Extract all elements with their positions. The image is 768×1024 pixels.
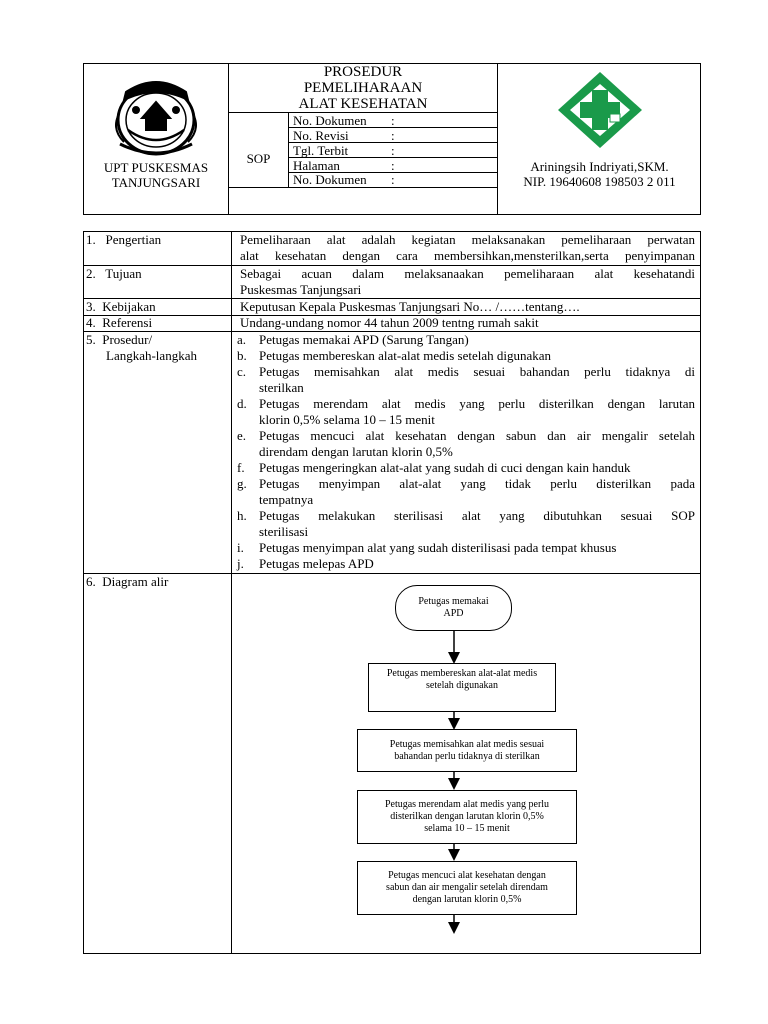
meta-row bbox=[293, 143, 395, 158]
step-marker: b. bbox=[237, 348, 247, 363]
flow-text: disterilkan dengan larutan klorin 0,5% bbox=[390, 811, 544, 822]
referensi-text: Undang-undang nomor 44 tahun 2009 tentng rumah sakit bbox=[240, 315, 539, 330]
row-label-pengertian: 1. Pengertian bbox=[86, 232, 162, 247]
step-marker: c. bbox=[237, 364, 247, 379]
list-item bbox=[237, 396, 695, 428]
meta-sep: : bbox=[391, 172, 395, 187]
step-marker: d. bbox=[237, 396, 247, 411]
step-marker: f. bbox=[237, 460, 245, 475]
org-name bbox=[84, 160, 228, 190]
list-item bbox=[237, 508, 695, 540]
flow-step-box bbox=[368, 663, 556, 712]
list-item bbox=[237, 476, 695, 508]
step-text: Petugas membereskan alat-alat medis setelah digunakan bbox=[259, 348, 552, 363]
tujuan-line-2: Puskesmas Tanjungsari bbox=[240, 282, 362, 297]
org-line-2: TANJUNGSARI bbox=[111, 175, 201, 190]
step-text: Petugas melakukan sterilisasi alat yang dibutuhkan sesuai SOP bbox=[259, 508, 695, 523]
row-label-diagram: 6. Diagram alir bbox=[86, 574, 169, 589]
row-label-tujuan: 2. Tujuan bbox=[86, 266, 142, 281]
meta-label: No. Dokumen bbox=[293, 172, 367, 187]
pengertian-line-2: alat kesehatan dengan cara membersihkan,mensterilkan,serta penyimpanan bbox=[240, 248, 695, 263]
list-item bbox=[237, 540, 695, 556]
signer-block bbox=[498, 159, 701, 189]
step-marker: e. bbox=[237, 428, 247, 443]
step-text: Petugas mengeringkan alat-alat yang sudah di cuci dengan kain handuk bbox=[259, 460, 631, 475]
flow-step-box bbox=[357, 729, 577, 772]
meta-row bbox=[293, 113, 395, 128]
meta-sep: : bbox=[391, 158, 395, 173]
flow-text: dengan larutan klorin 0,5% bbox=[412, 894, 522, 905]
step-text-cont: direndam dengan larutan klorin 0,5% bbox=[259, 444, 453, 459]
title-line-2: PEMELIHARAAN bbox=[303, 80, 423, 96]
flow-start-terminal bbox=[395, 585, 512, 631]
step-text: Petugas memakai APD (Sarung Tangan) bbox=[259, 332, 469, 347]
step-text-cont: klorin 0,5% selama 10 – 15 menit bbox=[259, 412, 435, 427]
signer-nip: NIP. 19640608 198503 2 011 bbox=[523, 174, 676, 189]
row-label-prosedur bbox=[86, 332, 197, 364]
list-item bbox=[237, 348, 695, 364]
meta-sep: : bbox=[391, 143, 395, 158]
step-text-cont: tempatnya bbox=[259, 492, 314, 507]
meta-label: No. Revisi bbox=[293, 128, 349, 143]
header-divider bbox=[288, 112, 289, 187]
regency-emblem-icon bbox=[106, 70, 206, 160]
step-marker: i. bbox=[237, 540, 244, 555]
kebijakan-text: Keputusan Kepala Puskesmas Tanjungsari No… /……tentang…. bbox=[240, 299, 580, 314]
title-line-1: PROSEDUR bbox=[323, 64, 403, 80]
list-item bbox=[237, 556, 695, 572]
meta-label: No. Dokumen bbox=[293, 113, 367, 128]
step-text: Petugas memisahkan alat medis sesuai bahandan perlu tidaknya di bbox=[259, 364, 695, 379]
row-label-referensi: 4. Referensi bbox=[86, 315, 153, 330]
flow-text: Petugas memakai bbox=[418, 596, 489, 607]
flow-text: bahandan perlu tidaknya di sterilkan bbox=[394, 750, 540, 762]
step-text: Petugas merendam alat medis yang perlu disterilkan dengan larutan bbox=[259, 396, 695, 411]
step-marker: h. bbox=[237, 508, 247, 523]
meta-label: Halaman bbox=[293, 158, 340, 173]
header-divider bbox=[497, 63, 498, 215]
prosedur-label-line-2: Langkah-langkah bbox=[106, 348, 197, 363]
prosedur-label-line-1: 5. Prosedur/ bbox=[86, 332, 153, 347]
list-item bbox=[237, 332, 695, 348]
flow-step-box bbox=[357, 790, 577, 844]
flow-text: APD bbox=[443, 608, 464, 619]
flow-text: Petugas mencuci alat kesehatan dengan bbox=[388, 870, 546, 881]
step-marker: g. bbox=[237, 476, 247, 491]
list-item bbox=[237, 460, 695, 476]
meta-sep: : bbox=[391, 128, 395, 143]
step-marker: a. bbox=[237, 332, 247, 347]
step-text: Petugas menyimpan alat yang sudah disterilisasi pada tempat khusus bbox=[259, 540, 617, 555]
header-divider bbox=[228, 187, 497, 188]
flow-step-box bbox=[357, 861, 577, 915]
flow-text: sabun dan air mengalir setelah direndam bbox=[386, 882, 548, 893]
flow-text: selama 10 – 15 menit bbox=[424, 823, 510, 834]
list-item bbox=[237, 428, 695, 460]
list-item bbox=[237, 364, 695, 396]
flow-text: Petugas merendam alat medis yang perlu bbox=[384, 799, 550, 810]
sop-label: SOP bbox=[246, 151, 271, 166]
step-text-cont: sterilisasi bbox=[259, 524, 309, 539]
page-title bbox=[229, 64, 497, 112]
step-text-cont: sterilkan bbox=[259, 380, 304, 395]
step-marker: j. bbox=[237, 556, 244, 571]
step-text: Petugas mencuci alat kesehatan dengan sabun dan air mengalir setelah bbox=[259, 428, 695, 443]
row-label-kebijakan: 3. Kebijakan bbox=[86, 299, 156, 314]
meta-label: Tgl. Terbit bbox=[293, 143, 349, 158]
flow-text: Petugas memisahkan alat medis sesuai bbox=[389, 738, 545, 750]
meta-sep: : bbox=[391, 113, 395, 128]
meta-row bbox=[293, 172, 395, 187]
signer-name: Ariningsih Indriyati,SKM. bbox=[530, 159, 669, 174]
step-text: Petugas menyimpan alat-alat yang tidak perlu disterilkan pada bbox=[259, 476, 695, 491]
step-text: Petugas melepas APD bbox=[259, 556, 374, 571]
title-line-3: ALAT KESEHATAN bbox=[298, 96, 428, 112]
pengertian-line-1: Pemeliharaan alat adalah kegiatan melaksanakan pemeliharaan perwatan bbox=[240, 232, 695, 247]
puskesmas-green-cross-icon bbox=[554, 70, 646, 150]
meta-row bbox=[293, 128, 395, 143]
flow-text: setelah digunakan bbox=[426, 680, 498, 691]
tujuan-line-1: Sebagai acuan dalam melaksanaakan pemeliharaan alat kesehatandi bbox=[240, 266, 695, 281]
meta-row bbox=[293, 158, 395, 173]
flow-text: Petugas membereskan alat-alat medis bbox=[386, 668, 538, 679]
org-line-1: UPT PUSKESMAS bbox=[103, 160, 209, 175]
